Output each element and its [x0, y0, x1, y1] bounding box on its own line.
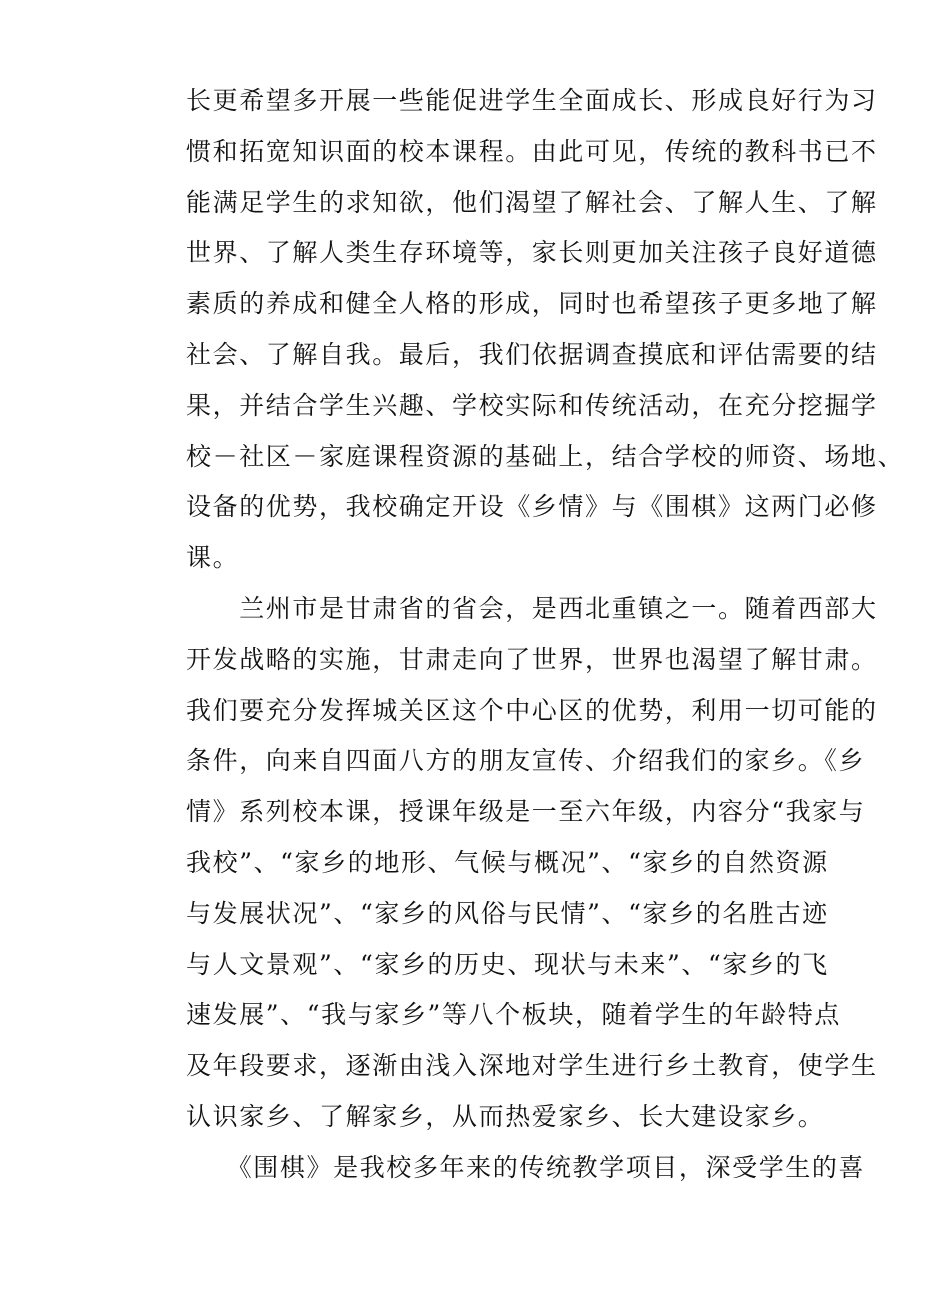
- text-line: 长更希望多开展一些能促进学生全面成长、形成良好行为习: [186, 86, 878, 115]
- text-line: 速发展”、“我与家乡”等八个板块，随着学生的年龄特点: [186, 1000, 841, 1030]
- text-line: 世界、了解人类生存环境等，家长则更加关注孩子良好道德: [186, 238, 878, 268]
- text-line: 我校”、“家乡的地形、气候与概况”、“家乡的自然资源: [186, 847, 829, 877]
- text-line: 素质的养成和健全人格的形成，同时也希望孩子更多地了解: [186, 289, 878, 319]
- text-line: 《围棋》是我校多年来的传统教学项目，深受学生的喜: [186, 1152, 866, 1182]
- text-line: 与人文景观”、“家乡的历史、现状与未来”、“家乡的飞: [186, 949, 829, 979]
- text-line: 情》系列校本课，授课年级是一至六年级，内容分“我家与: [186, 797, 866, 827]
- text-line: 果，并结合学生兴趣、学校实际和传统活动，在充分挖掘学: [186, 390, 878, 420]
- text-line: 认识家乡、了解家乡，从而热爱家乡、长大建设家乡。: [186, 1101, 825, 1131]
- text-line: 能满足学生的求知欲，他们渴望了解社会、了解人生、了解: [186, 187, 878, 217]
- text-line: 条件，向来自四面八方的朋友宣传、介绍我们的家乡。《乡: [186, 746, 866, 776]
- text-line: 我们要充分发挥城关区这个中心区的优势，利用一切可能的: [186, 695, 878, 725]
- text-line: 校－社区－家庭课程资源的基础上，结合学校的师资、场地、: [186, 441, 905, 471]
- text-line: 惯和拓宽知识面的校本课程。由此可见，传统的教科书已不: [186, 136, 878, 166]
- text-line: 与发展状况”、“家乡的风俗与民情”、“家乡的名胜古迹: [186, 898, 829, 928]
- text-line: 及年段要求，逐渐由浅入深地对学生进行乡土教育，使学生: [186, 1051, 878, 1081]
- text-line: 兰州市是甘肃省的省会，是西北重镇之一。随着西部大: [186, 593, 878, 623]
- body-text: [186, 76, 905, 1194]
- text-line: 课。: [186, 543, 240, 573]
- text-line: 社会、了解自我。最后，我们依据调查摸底和评估需要的结: [186, 339, 878, 369]
- text-line: 开发战略的实施，甘肃走向了世界，世界也渴望了解甘肃。: [186, 644, 878, 674]
- text-line: 设备的优势，我校确定开设《乡情》与《围棋》这两门必修: [186, 492, 878, 522]
